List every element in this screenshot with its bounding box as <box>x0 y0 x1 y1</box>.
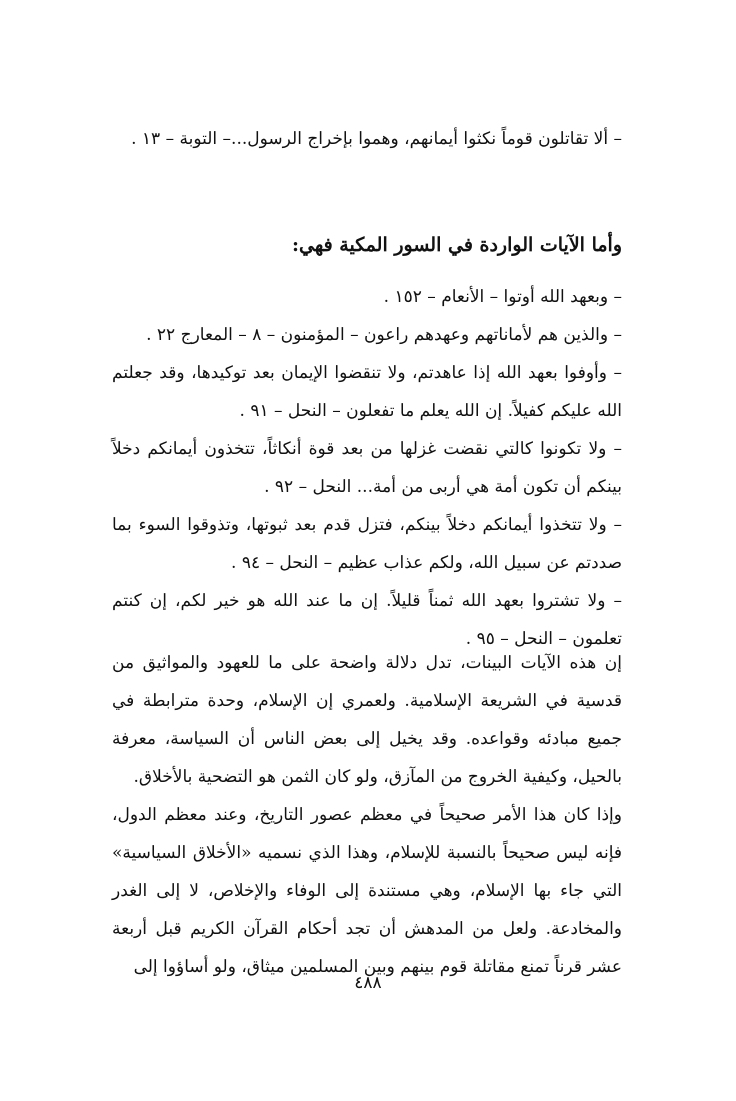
body-paragraph: إن هذه الآيات البينات، تدل دلالة واضحة على ما للعهود والمواثيق من قدسية في الشريعة الإسلامية. ولعمري إن الإسلام، وحدة مترابطة في جميع مبادئه وقواعده. وقد يخيل إلى بعض الناس أن السياسة، معرفة بالحيل، وكيفية الخروج من المآزق، ولو كان الثمن هو التضحية بالأخلاق. <box>112 653 622 787</box>
verse-item: – وأوفوا بعهد الله إذا عاهدتم، ولا تنقضوا الإيمان بعد توكيدها، وقد جعلتم الله عليكم كفيلاً. إن الله يعلم ما تفعلون – النحل – ٩١ . <box>112 363 622 421</box>
verse-at-tawbah <box>112 120 622 158</box>
body-text <box>112 644 622 986</box>
verse-item: – ولا تشتروا بعهد الله ثمناً قليلاً. إن ما عند الله هو خير لكم، إن كنتم تعلمون – النحل – ٩٥ . <box>112 591 622 649</box>
body-paragraph: وإذا كان هذا الأمر صحيحاً في معظم عصور التاريخ، وعند معظم الدول، فإنه ليس صحيحاً بالنسبة للإسلام، وهذا الذي نسميه «الأخلاق السياسية» التي جاء بها الإسلام، وهي مستندة إلى الوفاء والإخلاص، لا إلى الغدر والمخادعة. ولعل من المدهش أن تجد أحكام القرآن الكريم قبل أربعة عشر قرناً تمنع مقاتلة قوم بينهم وبين المسلمين ميثاق، ولو أساؤوا إلى <box>112 805 622 977</box>
verse-line: – ألا تقاتلون قوماً نكثوا أيمانهم، وهموا بإخراج الرسول...– التوبة – ١٣ . <box>131 129 622 149</box>
verse-item: – وبعهد الله أوتوا – الأنعام – ١٥٢ . <box>383 287 622 307</box>
section-heading: وأما الآيات الواردة في السور المكية فهي: <box>291 234 622 256</box>
verse-item: – ولا تتخذوا أيمانكم دخلاً بينكم، فتزل قدم بعد ثبوتها، وتذوقوا السوء بما صددتم عن سبيل الله، ولكم عذاب عظيم – النحل – ٩٤ . <box>112 515 622 573</box>
page-number: ٤٨٨ <box>354 973 382 993</box>
verse-item: – والذين هم لأماناتهم وعهدهم راعون – المؤمنون – ٨ – المعارج ٢٢ . <box>146 325 622 345</box>
verse-item: – ولا تكونوا كالتي نقضت غزلها من بعد قوة أنكاثاً، تتخذون أيمانكم دخلاً بينكم أن تكون أمة هي أربى من أمة... النحل – ٩٢ . <box>112 439 622 497</box>
meccan-verses-list <box>112 278 622 658</box>
